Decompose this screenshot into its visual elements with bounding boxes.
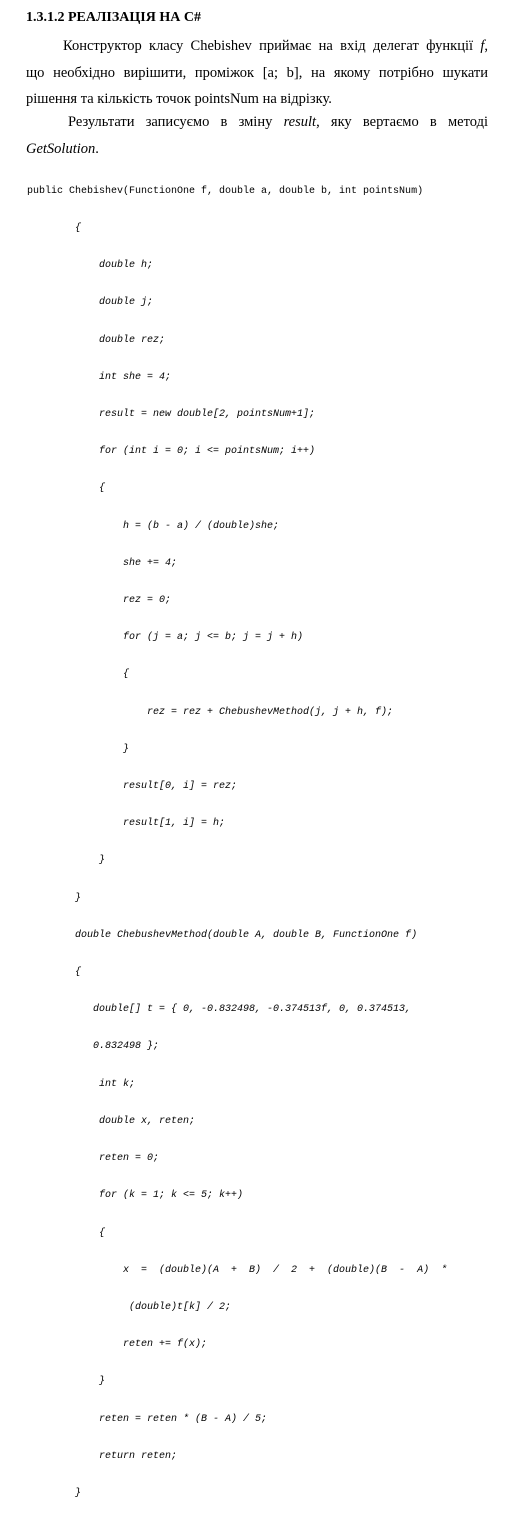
code-line: } xyxy=(27,743,130,755)
code-line: rez = 0; xyxy=(27,595,172,607)
code-line: { xyxy=(27,669,130,681)
italic-text: GetSolution xyxy=(26,140,96,157)
code-line: rez = rez + ChebushevMethod(j, j + h, f); xyxy=(27,706,394,718)
code-line: int she = 4; xyxy=(27,371,172,383)
paragraph-line: що необхідно вирішити, проміжок [a; b], на якому потрібно шукати xyxy=(26,64,488,81)
code-line: double j; xyxy=(27,297,154,309)
code-line: result[1, i] = h; xyxy=(27,818,226,830)
code-line: double h; xyxy=(27,260,154,272)
section-heading: 1.3.1.2 РЕАЛІЗАЦІЯ НА C# xyxy=(26,10,201,25)
code-line: she += 4; xyxy=(27,557,178,569)
code-line: return reten; xyxy=(27,1450,178,1462)
paragraph-line xyxy=(26,109,488,136)
code-line: } xyxy=(27,1487,82,1499)
code-line: h = (b - a) / (double)she; xyxy=(27,520,280,532)
italic-text: result xyxy=(283,114,317,130)
paragraph-result-description xyxy=(26,109,488,162)
code-line: result = new double[2, pointsNum+1]; xyxy=(27,409,316,421)
text-span: Результати записуємо в зміну xyxy=(68,114,273,130)
text-span: . xyxy=(95,140,99,157)
code-line: { xyxy=(27,967,82,979)
code-line: } xyxy=(27,855,106,867)
code-line: result[0, i] = rez; xyxy=(27,781,238,793)
paragraph-line: рішення та кількість точок pointsNum на відрізку. xyxy=(26,91,332,107)
code-listing xyxy=(27,161,497,1525)
text-span: , xyxy=(484,38,488,54)
code-line: reten += f(x); xyxy=(27,1339,208,1351)
paragraph-line xyxy=(26,33,488,60)
text-span: , яку вертаємо в методі xyxy=(316,114,488,130)
code-line: reten = 0; xyxy=(27,1153,160,1165)
code-line: double[] t = { 0, -0.832498, -0.374513f, 0, 0.374513, xyxy=(27,1004,412,1016)
code-line: { xyxy=(27,1227,106,1239)
code-line: double rez; xyxy=(27,334,166,346)
code-line: reten = reten * (B - A) / 5; xyxy=(27,1413,268,1425)
code-line: 0.832498 }; xyxy=(27,1041,160,1053)
code-line: double ChebushevMethod(double A, double B, FunctionOne f) xyxy=(27,929,418,941)
paragraph-line xyxy=(26,136,488,163)
code-line: { xyxy=(27,483,106,495)
code-line: double x, reten; xyxy=(27,1115,196,1127)
paragraph-constructor-description xyxy=(26,33,488,113)
italic-text: f xyxy=(480,38,485,54)
code-line: x = (double)(A + B) / 2 + (double)(B - A) * xyxy=(27,1264,448,1276)
text-span: Конструктор класу Chebishev приймає на вхід делегат функції xyxy=(63,38,474,54)
code-line: int k; xyxy=(27,1078,136,1090)
code-line: } xyxy=(27,1376,106,1388)
code-line: } xyxy=(27,892,82,904)
code-line: { xyxy=(27,223,82,235)
code-line: (double)t[k] / 2; xyxy=(27,1301,232,1313)
code-line: for (j = a; j <= b; j = j + h) xyxy=(27,632,304,644)
code-line: for (int i = 0; i <= pointsNum; i++) xyxy=(27,446,316,458)
code-line: public Chebishev(FunctionOne f, double a, double b, int pointsNum) xyxy=(27,185,424,197)
code-line: for (k = 1; k <= 5; k++) xyxy=(27,1190,244,1202)
